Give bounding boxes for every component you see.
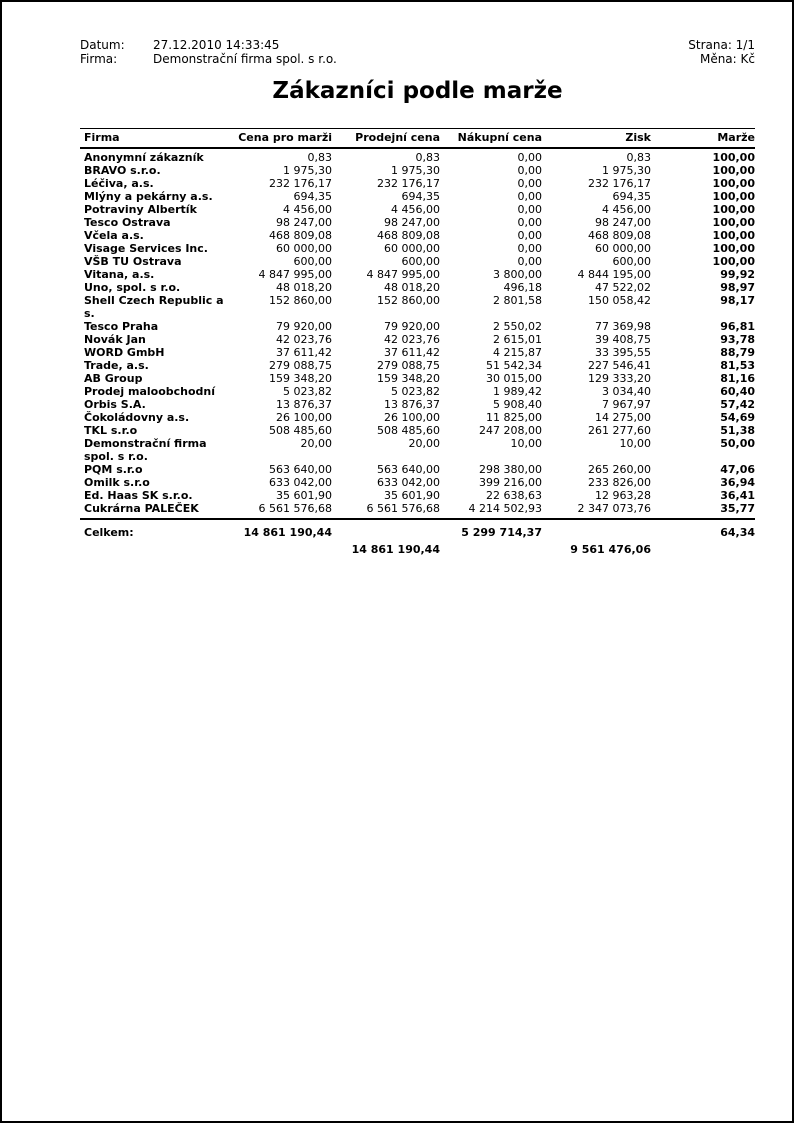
cell-firma: Mlýny a pekárny a.s. [84, 190, 213, 203]
cell-firma: TKL s.r.o [84, 424, 138, 437]
totals-row-2 [80, 543, 755, 557]
cell-marze: 81,16 [720, 372, 755, 385]
cell-marze: 100,00 [712, 203, 755, 216]
total-marze: 64,34 [720, 526, 755, 539]
cell-marze: 88,79 [720, 346, 755, 359]
cell-marze: 100,00 [712, 190, 755, 203]
cell-cena-pro-marzi: 159 348,20 [269, 372, 332, 385]
cell-nakupni-cena: 0,00 [517, 151, 542, 164]
totals-row-1 [80, 526, 755, 540]
cell-prodejni-cena: 37 611,42 [384, 346, 440, 359]
cell-zisk: 227 546,41 [588, 359, 651, 372]
column-header-prodejni-cena: Prodejní cena [332, 129, 440, 149]
cell-zisk: 7 967,97 [602, 398, 651, 411]
table-row [80, 411, 755, 424]
cell-prodejni-cena: 13 876,37 [384, 398, 440, 411]
cell-zisk: 694,35 [612, 190, 651, 203]
cell-nakupni-cena: 1 989,42 [493, 385, 542, 398]
column-header-zisk: Zisk [542, 129, 651, 149]
cell-zisk: 12 963,28 [595, 489, 651, 502]
total-zisk: 9 561 476,06 [570, 543, 651, 556]
cell-firma: Tesco Praha [84, 320, 159, 333]
cell-prodejni-cena: 4 456,00 [391, 203, 440, 216]
cell-zisk: 0,83 [626, 151, 651, 164]
cell-firma: Léčiva, a.s. [84, 177, 154, 190]
table-row [80, 463, 755, 476]
cell-nakupni-cena: 0,00 [517, 255, 542, 268]
cell-cena-pro-marzi: 1 975,30 [283, 164, 332, 177]
cell-marze: 35,77 [720, 502, 755, 515]
table-row [80, 489, 755, 502]
cell-prodejni-cena: 563 640,00 [377, 463, 440, 476]
cell-marze: 100,00 [712, 242, 755, 255]
table-row [80, 268, 755, 281]
company-value: Demonstrační firma spol. s r.o. [153, 52, 337, 66]
table-row [80, 424, 755, 437]
cell-zisk: 232 176,17 [588, 177, 651, 190]
cell-zisk: 3 034,40 [602, 385, 651, 398]
table-row [80, 148, 755, 164]
page-title: Zákazníci podle marže [272, 78, 563, 104]
cell-cena-pro-marzi: 6 561 576,68 [258, 502, 332, 515]
cell-zisk: 98 247,00 [595, 216, 651, 229]
cell-nakupni-cena: 0,00 [517, 229, 542, 242]
cell-zisk: 60 000,00 [595, 242, 651, 255]
totals-spacer [542, 526, 651, 540]
cell-zisk: 233 826,00 [588, 476, 651, 489]
cell-nakupni-cena: 11 825,00 [486, 411, 542, 424]
cell-nakupni-cena: 247 208,00 [479, 424, 542, 437]
cell-prodejni-cena: 600,00 [401, 255, 440, 268]
cell-cena-pro-marzi: 5 023,82 [283, 385, 332, 398]
cell-marze: 100,00 [712, 229, 755, 242]
totals-label: Celkem: [84, 526, 134, 539]
cell-marze: 81,53 [720, 359, 755, 372]
table-row [80, 502, 755, 515]
totals-spacer [651, 543, 755, 557]
cell-cena-pro-marzi: 42 023,76 [276, 333, 332, 346]
cell-nakupni-cena: 2 801,58 [493, 294, 542, 307]
table-row [80, 372, 755, 385]
cell-prodejni-cena: 20,00 [408, 437, 440, 450]
cell-firma: Demonstrační firma spol. s r.o. [84, 437, 207, 463]
cell-zisk: 4 844 195,00 [577, 268, 651, 281]
cell-firma: Novák Jan [84, 333, 146, 346]
table-row [80, 333, 755, 346]
cell-firma: Visage Services Inc. [84, 242, 208, 255]
table-row [80, 294, 755, 320]
cell-firma: PQM s.r.o [84, 463, 143, 476]
table-row [80, 242, 755, 255]
table-row [80, 385, 755, 398]
cell-marze: 99,92 [720, 268, 755, 281]
cell-nakupni-cena: 4 215,87 [493, 346, 542, 359]
table-row [80, 437, 755, 463]
cell-nakupni-cena: 2 615,01 [493, 333, 542, 346]
total-cena-pro-marzi: 14 861 190,44 [243, 526, 332, 539]
cell-zisk: 468 809,08 [588, 229, 651, 242]
cell-marze: 51,38 [720, 424, 755, 437]
cell-nakupni-cena: 22 638,63 [486, 489, 542, 502]
cell-marze: 36,41 [720, 489, 755, 502]
table-row [80, 164, 755, 177]
cell-firma: AB Group [84, 372, 143, 385]
company-label: Firma: [80, 52, 118, 66]
cell-prodejni-cena: 152 860,00 [377, 294, 440, 307]
cell-zisk: 77 369,98 [595, 320, 651, 333]
table-row [80, 177, 755, 190]
cell-zisk: 600,00 [612, 255, 651, 268]
cell-firma: Potraviny Albertík [84, 203, 197, 216]
table-header-row [80, 129, 755, 149]
table-row [80, 346, 755, 359]
date-value: 27.12.2010 14:33:45 [153, 38, 280, 52]
cell-cena-pro-marzi: 79 920,00 [276, 320, 332, 333]
cell-nakupni-cena: 51 542,34 [486, 359, 542, 372]
cell-prodejni-cena: 42 023,76 [384, 333, 440, 346]
cell-firma: VŠB TU Ostrava [84, 255, 182, 268]
date-row [80, 38, 337, 52]
cell-marze: 100,00 [712, 255, 755, 268]
cell-cena-pro-marzi: 13 876,37 [276, 398, 332, 411]
cell-nakupni-cena: 0,00 [517, 216, 542, 229]
column-header-nakupni-cena: Nákupní cena [440, 129, 542, 149]
cell-cena-pro-marzi: 0,83 [307, 151, 332, 164]
table-row [80, 359, 755, 372]
totals-spacer [440, 543, 542, 557]
cell-prodejni-cena: 0,83 [415, 151, 440, 164]
cell-firma: WORD GmbH [84, 346, 165, 359]
cell-cena-pro-marzi: 26 100,00 [276, 411, 332, 424]
cell-cena-pro-marzi: 4 456,00 [283, 203, 332, 216]
cell-cena-pro-marzi: 232 176,17 [269, 177, 332, 190]
cell-cena-pro-marzi: 152 860,00 [269, 294, 332, 307]
cell-firma: Uno, spol. s r.o. [84, 281, 181, 294]
cell-firma: Prodej maloobchodní [84, 385, 216, 398]
cell-zisk: 14 275,00 [595, 411, 651, 424]
cell-prodejni-cena: 35 601,90 [384, 489, 440, 502]
cell-prodejni-cena: 60 000,00 [384, 242, 440, 255]
cell-marze: 98,17 [720, 294, 755, 307]
cell-prodejni-cena: 159 348,20 [377, 372, 440, 385]
totals-spacer [332, 526, 440, 540]
date-label: Datum: [80, 38, 125, 52]
table-row [80, 398, 755, 411]
column-header-firma: Firma [80, 129, 232, 149]
cell-zisk: 2 347 073,76 [577, 502, 651, 515]
cell-firma: Vitana, a.s. [84, 268, 155, 281]
cell-nakupni-cena: 496,18 [503, 281, 542, 294]
currency: Měna: Kč [699, 52, 755, 66]
cell-cena-pro-marzi: 37 611,42 [276, 346, 332, 359]
cell-firma: Tesco Ostrava [84, 216, 171, 229]
cell-prodejni-cena: 232 176,17 [377, 177, 440, 190]
cell-zisk: 150 058,42 [588, 294, 651, 307]
cell-marze: 96,81 [720, 320, 755, 333]
cell-cena-pro-marzi: 48 018,20 [276, 281, 332, 294]
cell-nakupni-cena: 0,00 [517, 177, 542, 190]
cell-zisk: 265 260,00 [588, 463, 651, 476]
table-body [80, 148, 755, 515]
cell-prodejni-cena: 6 561 576,68 [366, 502, 440, 515]
company-row [80, 52, 337, 66]
cell-marze: 54,69 [720, 411, 755, 424]
cell-marze: 100,00 [712, 177, 755, 190]
cell-prodejni-cena: 468 809,08 [377, 229, 440, 242]
totals-spacer [232, 543, 332, 557]
cell-nakupni-cena: 4 214 502,93 [468, 502, 542, 515]
cell-prodejni-cena: 633 042,00 [377, 476, 440, 489]
totals-spacer [80, 543, 232, 557]
totals-section [80, 518, 755, 557]
cell-firma: Čokoládovny a.s. [84, 411, 190, 424]
cell-prodejni-cena: 279 088,75 [377, 359, 440, 372]
cell-prodejni-cena: 694,35 [401, 190, 440, 203]
cell-firma: Cukrárna PALEČEK [84, 502, 199, 515]
cell-cena-pro-marzi: 600,00 [293, 255, 332, 268]
cell-firma: Trade, a.s. [84, 359, 149, 372]
cell-cena-pro-marzi: 60 000,00 [276, 242, 332, 255]
cell-marze: 100,00 [712, 216, 755, 229]
cell-cena-pro-marzi: 563 640,00 [269, 463, 332, 476]
cell-prodejni-cena: 48 018,20 [384, 281, 440, 294]
table-row [80, 190, 755, 203]
cell-cena-pro-marzi: 20,00 [300, 437, 332, 450]
cell-cena-pro-marzi: 468 809,08 [269, 229, 332, 242]
cell-prodejni-cena: 4 847 995,00 [366, 268, 440, 281]
cell-marze: 47,06 [720, 463, 755, 476]
cell-prodejni-cena: 5 023,82 [391, 385, 440, 398]
cell-firma: BRAVO s.r.o. [84, 164, 161, 177]
column-header-marze: Marže [651, 129, 755, 149]
cell-zisk: 33 395,55 [595, 346, 651, 359]
cell-nakupni-cena: 0,00 [517, 190, 542, 203]
table-row [80, 281, 755, 294]
cell-prodejni-cena: 1 975,30 [391, 164, 440, 177]
cell-marze: 100,00 [712, 151, 755, 164]
cell-prodejni-cena: 508 485,60 [377, 424, 440, 437]
cell-firma: Orbis S.A. [84, 398, 146, 411]
cell-marze: 100,00 [712, 164, 755, 177]
report-header-right [688, 38, 755, 66]
cell-cena-pro-marzi: 98 247,00 [276, 216, 332, 229]
column-header-cena-pro-marzi: Cena pro marži [232, 129, 332, 149]
cell-prodejni-cena: 98 247,00 [384, 216, 440, 229]
cell-zisk: 1 975,30 [602, 164, 651, 177]
cell-nakupni-cena: 5 908,40 [493, 398, 542, 411]
cell-firma: Omilk s.r.o [84, 476, 150, 489]
cell-nakupni-cena: 0,00 [517, 242, 542, 255]
cell-firma: Včela a.s. [84, 229, 144, 242]
cell-cena-pro-marzi: 279 088,75 [269, 359, 332, 372]
cell-nakupni-cena: 10,00 [510, 437, 542, 450]
cell-zisk: 261 277,60 [588, 424, 651, 437]
table-row [80, 229, 755, 242]
cell-nakupni-cena: 399 216,00 [479, 476, 542, 489]
table-row [80, 255, 755, 268]
cell-cena-pro-marzi: 35 601,90 [276, 489, 332, 502]
cell-nakupni-cena: 0,00 [517, 203, 542, 216]
cell-cena-pro-marzi: 508 485,60 [269, 424, 332, 437]
cell-zisk: 39 408,75 [595, 333, 651, 346]
table-row [80, 320, 755, 333]
cell-firma: Shell Czech Republic a s. [84, 294, 224, 320]
cell-zisk: 4 456,00 [602, 203, 651, 216]
cell-marze: 57,42 [720, 398, 755, 411]
table-row [80, 203, 755, 216]
cell-prodejni-cena: 79 920,00 [384, 320, 440, 333]
cell-nakupni-cena: 298 380,00 [479, 463, 542, 476]
report-content [80, 38, 755, 560]
cell-firma: Ed. Haas SK s.r.o. [84, 489, 193, 502]
cell-cena-pro-marzi: 694,35 [293, 190, 332, 203]
table-row [80, 216, 755, 229]
cell-nakupni-cena: 3 800,00 [493, 268, 542, 281]
cell-cena-pro-marzi: 633 042,00 [269, 476, 332, 489]
cell-nakupni-cena: 2 550,02 [493, 320, 542, 333]
cell-cena-pro-marzi: 4 847 995,00 [258, 268, 332, 281]
cell-nakupni-cena: 30 015,00 [486, 372, 542, 385]
cell-firma: Anonymní zákazník [84, 151, 204, 164]
cell-marze: 36,94 [720, 476, 755, 489]
cell-zisk: 47 522,02 [595, 281, 651, 294]
cell-nakupni-cena: 0,00 [517, 164, 542, 177]
cell-marze: 98,97 [720, 281, 755, 294]
cell-marze: 93,78 [720, 333, 755, 346]
report-header [80, 38, 755, 66]
margin-table [80, 128, 755, 515]
cell-prodejni-cena: 26 100,00 [384, 411, 440, 424]
page-number: Strana: 1/1 [688, 38, 755, 52]
cell-zisk: 10,00 [619, 437, 651, 450]
report-header-left [80, 38, 337, 66]
total-prodejni-cena: 14 861 190,44 [351, 543, 440, 556]
cell-marze: 50,00 [720, 437, 755, 450]
cell-marze: 60,40 [720, 385, 755, 398]
table-header [80, 129, 755, 149]
cell-zisk: 129 333,20 [588, 372, 651, 385]
table-row [80, 476, 755, 489]
total-nakupni-cena: 5 299 714,37 [461, 526, 542, 539]
